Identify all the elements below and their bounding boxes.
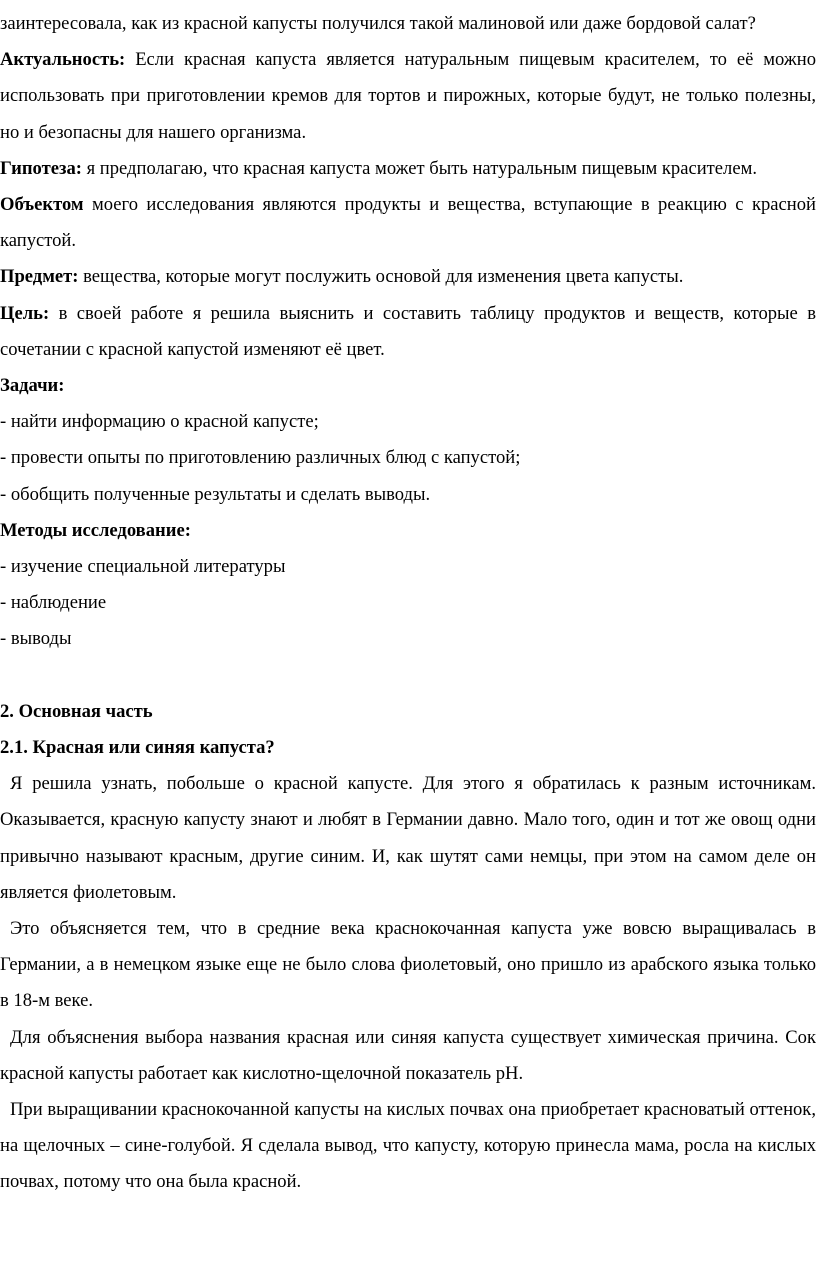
subject-paragraph	[0, 259, 816, 295]
goal-label: Цель:	[0, 302, 50, 324]
body-paragraph: Это объясняется тем, что в средние века краснокочанная капуста уже вовсю выращивалась в Германии, а в немецком языке еще не было слова фиолетовый, оно пришло из арабского языка только в 18-м веке.	[0, 918, 816, 1012]
body-paragraph: Я решила узнать, побольше о красной капусте. Для этого я обратилась к разным источникам. Оказывается, красную капусту знают и любят в Германии давно. Мало того, один и тот же овощ одни привычно называют красным, другие синим. И, как шутят сами немцы, при этом на самом деле он является фиолетовым.	[0, 773, 816, 903]
object-label: Объектом	[0, 194, 84, 216]
method-item: - изучение специальной литературы	[0, 556, 286, 578]
methods-heading: Методы исследование:	[0, 519, 191, 541]
hypothesis-text: я предполагаю, что красная капуста может быть натуральным пищевым красителем.	[81, 157, 757, 179]
tasks-heading: Задачи:	[0, 375, 65, 397]
hypothesis-paragraph	[0, 151, 816, 187]
relevance-text: Если красная капуста является натуральным пищевым красителем, то её можно использовать при приготовлении кремов для тортов и пирожных, которые будут, не только полезны, но и безопасны для нашего организма.	[0, 49, 816, 143]
hypothesis-label: Гипотеза:	[0, 157, 82, 179]
section-heading: 2. Основная часть	[0, 700, 153, 722]
object-paragraph	[0, 187, 816, 259]
goal-paragraph	[0, 296, 816, 368]
task-item: - провести опыты по приготовлению различных блюд с капустой;	[0, 447, 521, 469]
method-item: - наблюдение	[0, 592, 107, 614]
goal-text: в своей работе я решила выяснить и составить таблицу продуктов и веществ, которые в сочетании с красной капустой изменяют её цвет.	[0, 302, 816, 360]
blank-line	[0, 658, 816, 694]
task-item: - найти информацию о красной капусте;	[0, 411, 319, 433]
subsection-heading: 2.1. Красная или синяя капуста?	[0, 737, 275, 759]
body-paragraph: Для объяснения выбора названия красная или синяя капуста существует химическая причина. Сок красной капусты работает как кислотно-щелочной показатель рН.	[0, 1026, 816, 1084]
task-item: - обобщить полученные результаты и сделать выводы.	[0, 483, 431, 505]
relevance-label: Актуальность:	[0, 49, 126, 71]
intro-tail-paragraph: заинтересовала, как из красной капусты получился такой малиновой или даже бордовой салат?	[0, 13, 756, 34]
subject-label: Предмет:	[0, 266, 79, 288]
object-text: моего исследования являются продукты и вещества, вступающие в реакцию с красной капустой.	[0, 194, 816, 252]
body-paragraph: При выращивании краснокочанной капусты на кислых почвах она приобретает красноватый оттенок, на щелочных – сине-голубой. Я сделала вывод, что капусту, которую принесла мама, росла на кислых почвах, потому что она была красной.	[0, 1099, 816, 1193]
subject-text: вещества, которые могут послужить основой для изменения цвета капусты.	[78, 266, 684, 288]
relevance-paragraph	[0, 42, 816, 151]
method-item: - выводы	[0, 628, 72, 650]
